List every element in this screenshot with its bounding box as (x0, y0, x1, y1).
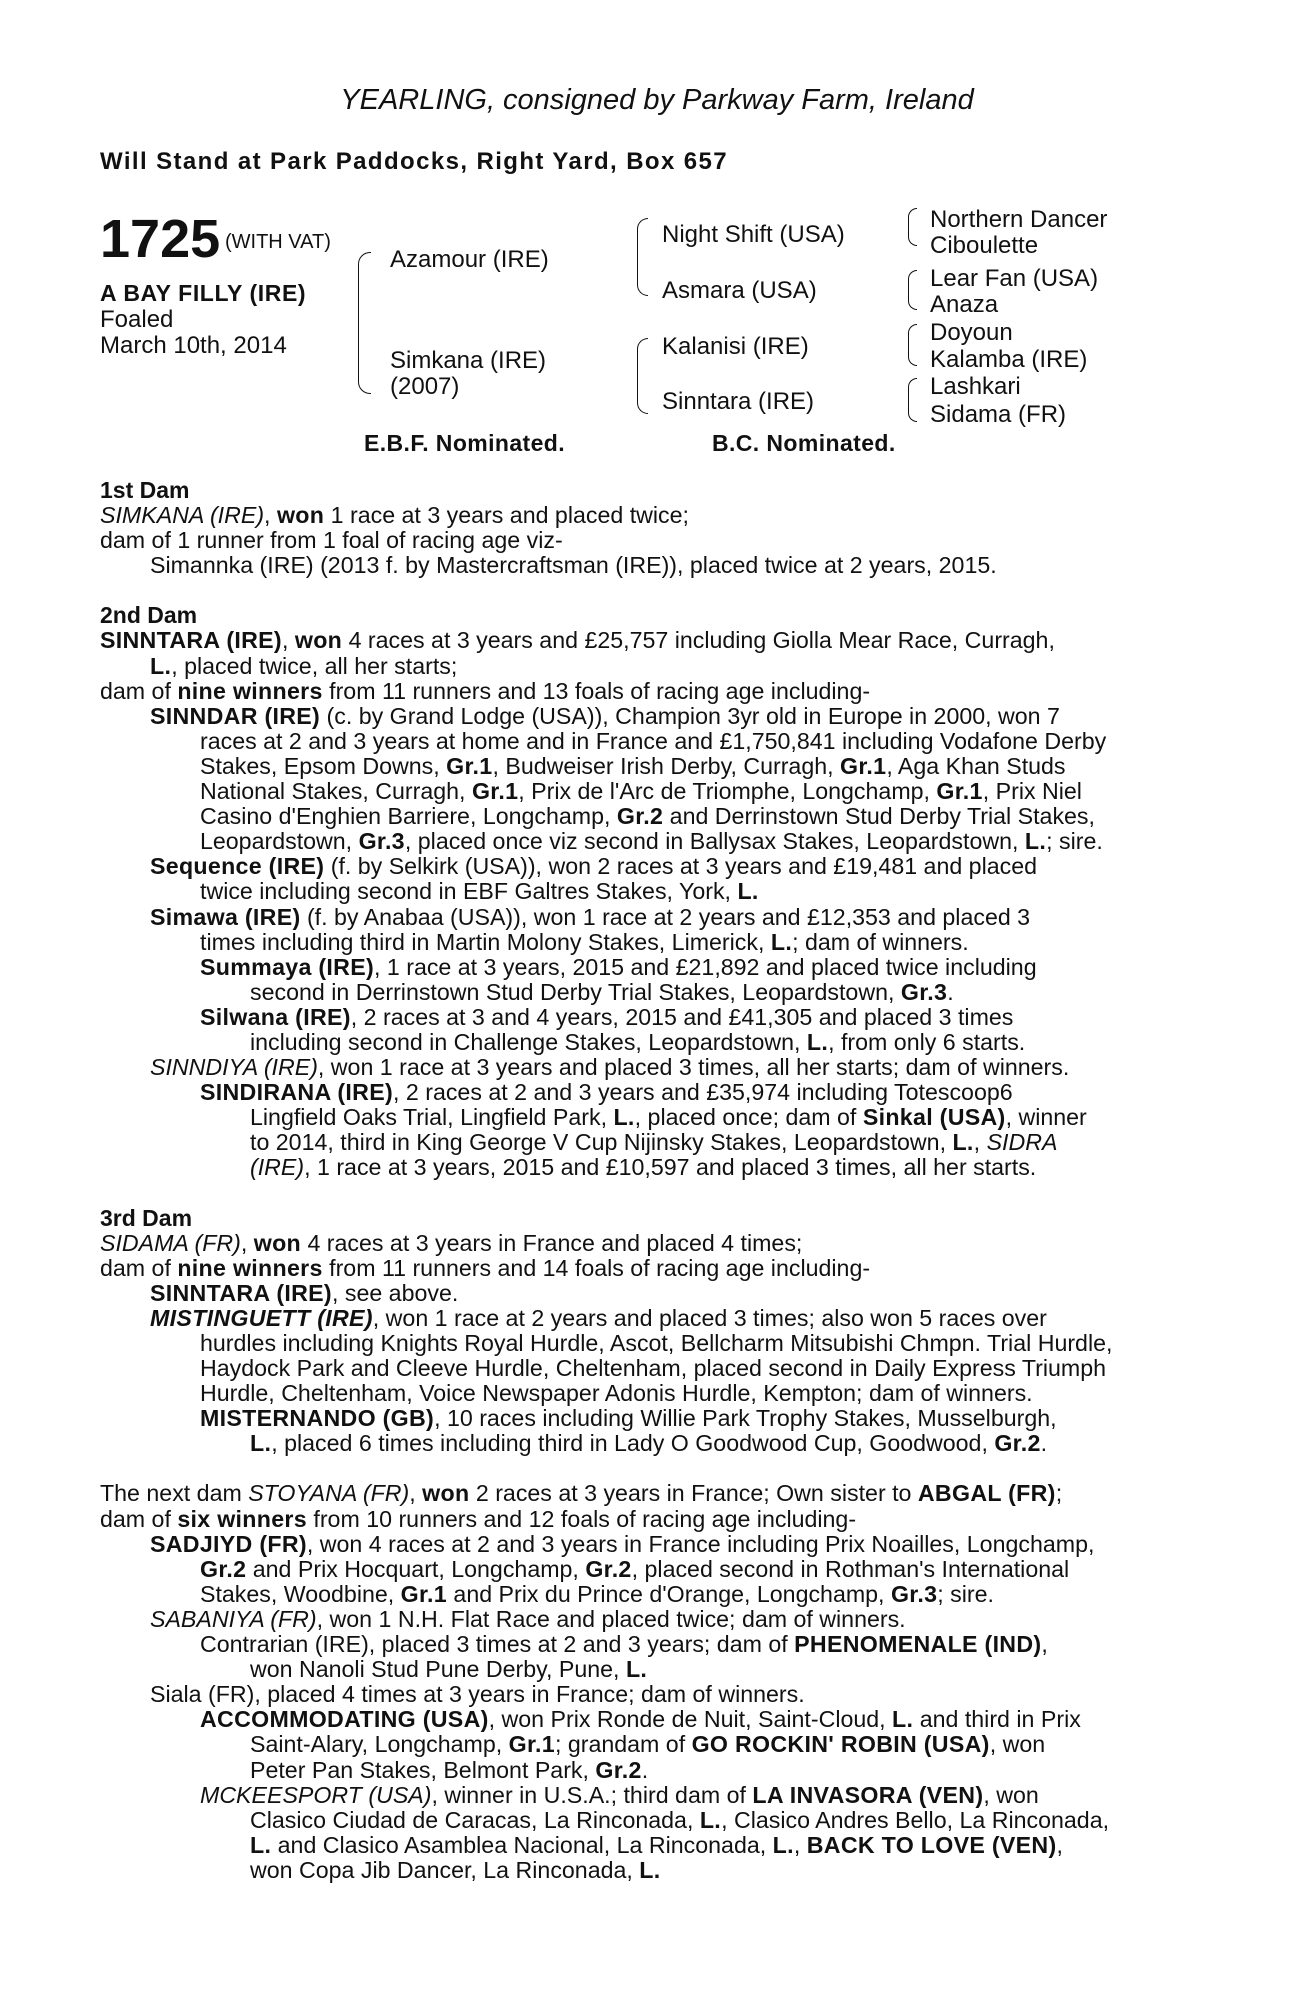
foaled-label: Foaled (100, 306, 174, 333)
pedigree-gen3-8: Sidama (FR) (930, 401, 1067, 428)
ebf-nominated: E.B.F. Nominated. (364, 430, 566, 456)
text-line: Saint-Alary, Longchamp, Gr.1; grandam of GO ROCKIN' ROBIN (USA), won (250, 1731, 1046, 1758)
pedigree-brace-3c (908, 324, 917, 366)
pedigree-brace-3d (908, 378, 917, 422)
text-line: Stakes, Epsom Downs, Gr.1, Budweiser Irish Derby, Curragh, Gr.1, Aga Khan Studs (200, 752, 1066, 779)
text-line: SABANIYA (FR), won 1 N.H. Flat Race and placed twice; dam of winners. (150, 1605, 906, 1632)
text-line: to 2014, third in King George V Cup Nijinsky Stakes, Leopardstown, L., SIDRA (250, 1129, 1058, 1156)
text-line: dam of six winners from 10 runners and 12 foals of racing age including- (100, 1505, 857, 1532)
text-line: Peter Pan Stakes, Belmont Park, Gr.2. (250, 1756, 649, 1783)
text-line: MISTERNANDO (GB), 10 races including Willie Park Trophy Stakes, Musselburgh, (200, 1405, 1057, 1432)
horse-name: A BAY FILLY (IRE) (100, 280, 307, 306)
pedigree-gen3-1: Northern Dancer (930, 206, 1108, 233)
text-line: Simawa (IRE) (f. by Anabaa (USA)), won 1 race at 2 years and £12,353 and placed 3 (150, 903, 1031, 930)
pedigree-sire-sire: Night Shift (USA) (662, 221, 845, 248)
text-line: Silwana (IRE), 2 races at 3 and 4 years, 2015 and £41,305 and placed 3 times (200, 1003, 1014, 1030)
pedigree-sire: Azamour (IRE) (390, 246, 549, 273)
text-line: won Nanoli Stud Pune Derby, Pune, L. (250, 1656, 648, 1683)
text-line: MISTINGUETT (IRE), won 1 race at 2 years and placed 3 times; also won 5 races over (150, 1304, 1047, 1331)
text-line: second in Derrinstown Stud Derby Trial Stakes, Leopardstown, Gr.3. (250, 978, 954, 1005)
text-line: SINNDIYA (IRE), won 1 race at 3 years and placed 3 times, all her starts; dam of winners. (150, 1054, 1070, 1081)
pedigree-brace-3b (908, 270, 917, 310)
pedigree-brace-3a (908, 208, 917, 246)
bc-nominated: B.C. Nominated. (712, 430, 896, 456)
foaled-date: March 10th, 2014 (100, 332, 287, 359)
text-line: L., placed 6 times including third in Lady O Goodwood Cup, Goodwood, Gr.2. (250, 1430, 1048, 1457)
section-heading-3rd-dam: 3rd Dam (100, 1204, 193, 1231)
text-line: MCKEESPORT (USA), winner in U.S.A.; third dam of LA INVASORA (VEN), won (200, 1781, 1039, 1808)
section-heading-2nd-dam: 2nd Dam (100, 602, 198, 629)
text-line: SIDAMA (FR), won 4 races at 3 years in France and placed 4 times; (100, 1229, 803, 1256)
text-line: National Stakes, Curragh, Gr.1, Prix de l'Arc de Triomphe, Longchamp, Gr.1, Prix Niel (200, 778, 1082, 805)
text-line: Gr.2 and Prix Hocquart, Longchamp, Gr.2, placed second in Rothman's International (200, 1555, 1070, 1582)
text-line: Stakes, Woodbine, Gr.1 and Prix du Prince d'Orange, Longchamp, Gr.3; sire. (200, 1580, 994, 1607)
text-line: hurdles including Knights Royal Hurdle, Ascot, Bellcharm Mitsubishi Chmpn. Trial Hurdle, (200, 1330, 1113, 1356)
consignment-line: YEARLING, consigned by Parkway Farm, Ireland (340, 84, 974, 116)
text-line: including second in Challenge Stakes, Leopardstown, L., from only 6 starts. (250, 1028, 1026, 1055)
text-line: Clasico Ciudad de Caracas, La Rinconada, L., Clasico Andres Bello, La Rinconada, (250, 1806, 1110, 1833)
pedigree-gen3-2: Ciboulette (930, 232, 1039, 259)
text-line: SIMKANA (IRE), won 1 race at 3 years and placed twice; (100, 502, 689, 529)
pedigree-gen3-5: Doyoun (930, 319, 1013, 346)
section-heading-1st-dam: 1st Dam (100, 477, 190, 503)
pedigree-brace-2b (637, 338, 648, 414)
text-line: Lingfield Oaks Trial, Lingfield Park, L., placed once; dam of Sinkal (USA), winner (250, 1104, 1087, 1131)
pedigree-dam: Simkana (IRE) (390, 347, 547, 374)
text-line: dam of 1 runner from 1 foal of racing age viz- (100, 527, 563, 554)
text-line: Haydock Park and Cleeve Hurdle, Cheltenham, placed second in Daily Express Triumph (200, 1355, 1107, 1382)
text-line: Hurdle, Cheltenham, Voice Newspaper Adonis Hurdle, Kempton; dam of winners. (200, 1380, 1033, 1407)
text-line: dam of nine winners from 11 runners and 13 foals of racing age including- (100, 677, 871, 704)
family-details (100, 478, 1204, 1883)
text-line: SINNTARA (IRE), see above. (150, 1279, 459, 1306)
text-line: Casino d'Enghien Barriere, Longchamp, Gr.2 and Derrinstown Stud Derby Trial Stakes, (200, 803, 1095, 830)
lot-number: 1725 (100, 209, 221, 269)
pedigree-gen3-3: Lear Fan (USA) (930, 265, 1099, 292)
text-line: L. and Clasico Asamblea Nacional, La Rinconada, L., BACK TO LOVE (VEN), (250, 1831, 1063, 1858)
text-line: SINDIRANA (IRE), 2 races at 2 and 3 years and £35,974 including Totescoop6 (200, 1079, 1013, 1106)
pedigree-dam-dam: Sinntara (IRE) (662, 388, 815, 415)
text-line: Summaya (IRE), 1 race at 3 years, 2015 and £21,892 and placed twice including (200, 953, 1037, 980)
pedigree-brace-1 (358, 252, 371, 394)
text-line: dam of nine winners from 11 runners and 14 foals of racing age including- (100, 1254, 871, 1281)
pedigree-sire-dam: Asmara (USA) (662, 277, 817, 304)
pedigree-gen3-7: Lashkari (930, 373, 1021, 400)
pedigree-gen3-4: Anaza (930, 291, 999, 318)
vat-note: (WITH VAT) (225, 231, 331, 253)
text-line: Contrarian (IRE), placed 3 times at 2 and 3 years; dam of PHENOMENALE (IND), (200, 1631, 1048, 1658)
text-line: Sequence (IRE) (f. by Selkirk (USA)), won 2 races at 3 years and £19,481 and placed (150, 853, 1038, 880)
pedigree-dam-sire: Kalanisi (IRE) (662, 333, 809, 360)
text-line: Leopardstown, Gr.3, placed once viz second in Ballysax Stakes, Leopardstown, L.; sire. (200, 828, 1103, 855)
text-line: times including third in Martin Molony Stakes, Limerick, L.; dam of winners. (200, 928, 969, 955)
text-line: SINNTARA (IRE), won 4 races at 3 years and £25,757 including Giolla Mear Race, Curragh, (100, 627, 1055, 654)
text-line: races at 2 and 3 years at home and in France and £1,750,841 including Vodafone Derby (200, 727, 1107, 754)
text-line: ACCOMMODATING (USA), won Prix Ronde de Nuit, Saint-Cloud, L. and third in Prix (200, 1706, 1081, 1733)
text-line: The next dam STOYANA (FR), won 2 races at 3 years in France; Own sister to ABGAL (FR); (100, 1480, 1063, 1507)
text-line: twice including second in EBF Galtres Stakes, York, L. (200, 878, 759, 905)
pedigree-brace-2a (637, 218, 648, 296)
text-line: Siala (FR), placed 4 times at 3 years in France; dam of winners. (150, 1681, 805, 1708)
text-line: (IRE), 1 race at 3 years, 2015 and £10,597 and placed 3 times, all her starts. (250, 1154, 1037, 1181)
text-line: L., placed twice, all her starts; (150, 652, 458, 679)
text-line: SADJIYD (FR), won 4 races at 2 and 3 years in France including Prix Noailles, Longchamp, (150, 1530, 1095, 1557)
pedigree-gen3-6: Kalamba (IRE) (930, 346, 1088, 373)
pedigree-dam-year: (2007) (390, 373, 460, 400)
text-line: SINNDAR (IRE) (c. by Grand Lodge (USA)), Champion 3yr old in Europe in 2000, won 7 (150, 702, 1060, 729)
text-line: Simannka (IRE) (2013 f. by Mastercraftsman (IRE)), placed twice at 2 years, 2015. (150, 552, 997, 579)
stand-location: Will Stand at Park Paddocks, Right Yard, Box 657 (100, 148, 729, 175)
text-line: won Copa Jib Dancer, La Rinconada, L. (250, 1856, 661, 1883)
